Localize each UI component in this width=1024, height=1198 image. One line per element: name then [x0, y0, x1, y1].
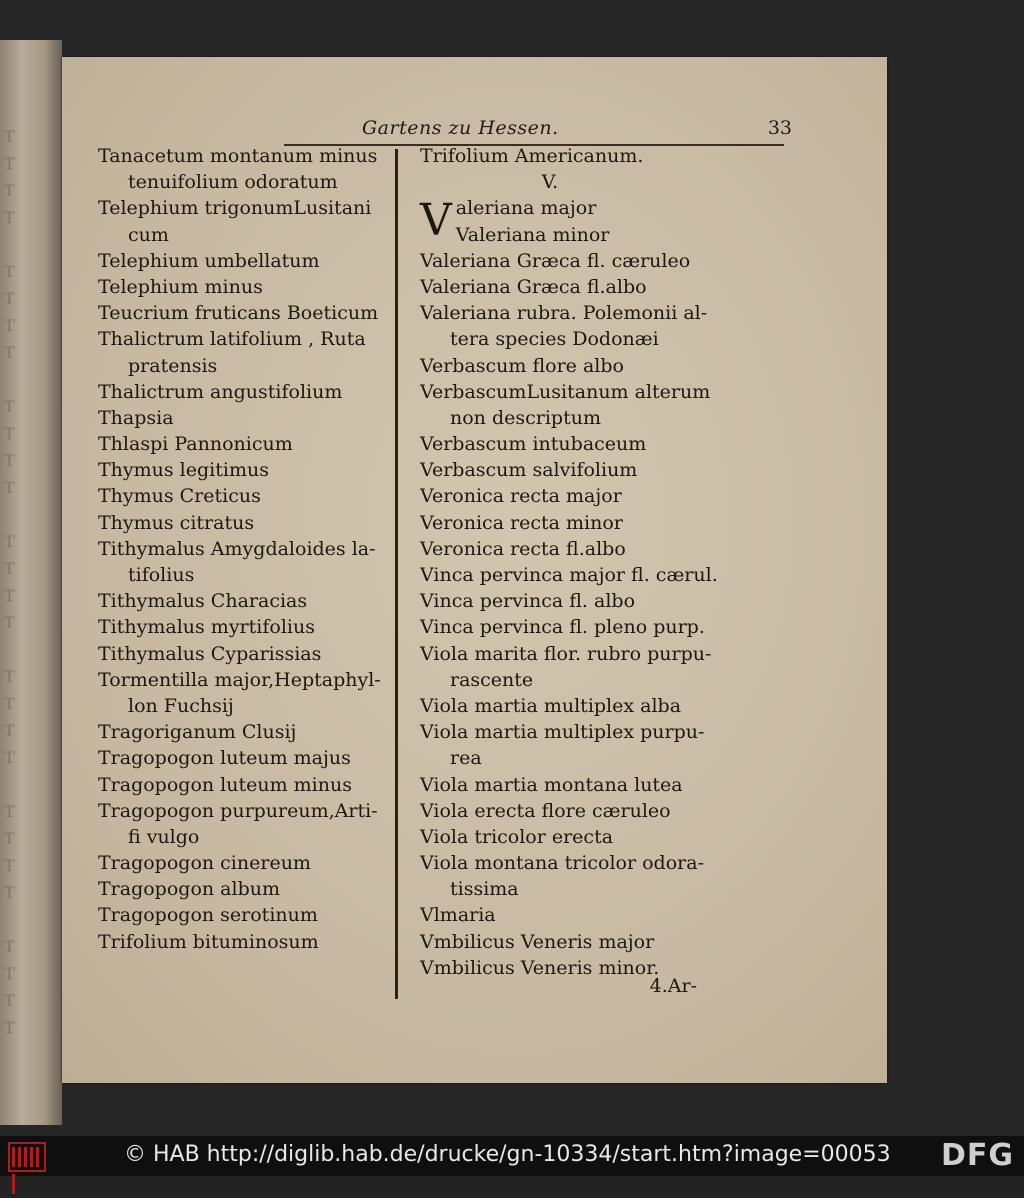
edge-glyph: T	[4, 451, 15, 470]
right-line: Vmbilicus Veneris major	[420, 930, 655, 953]
edge-glyph	[0, 235, 22, 262]
right-line: Vmbilicus Veneris minor.	[420, 956, 660, 979]
edge-glyph: T	[4, 532, 15, 551]
right-line: Viola montana tricolor odora-	[420, 852, 704, 875]
left-line: fi vulgo	[128, 825, 200, 848]
right-line: Vinca pervinca major fl. cærul.	[420, 564, 718, 586]
right-line: Veronica recta minor	[420, 511, 623, 534]
left-line: Tithymalus Amygdaloides la-	[98, 537, 376, 560]
page-number: 33	[767, 117, 792, 139]
left-line: Tithymalus Cyparissias	[98, 642, 322, 665]
edge-glyph: T	[4, 478, 15, 497]
left-line: Tragopogon serotinum	[98, 904, 318, 927]
dropcap-block	[420, 195, 720, 247]
edge-glyph: T	[4, 181, 15, 200]
edge-glyph	[0, 640, 22, 667]
edge-glyph: T	[4, 316, 15, 335]
library-logo-icon	[8, 1142, 46, 1172]
right-line: non descriptum	[450, 406, 601, 429]
left-column	[98, 143, 438, 955]
left-line: Telephium trigonumLusitani	[98, 197, 372, 220]
edge-glyph	[0, 1045, 22, 1072]
left-line: Teucrium fruticans Boeticum	[98, 302, 379, 325]
edge-glyph: T	[4, 856, 15, 875]
right-line: Viola martia montana lutea	[420, 773, 683, 796]
footer-credit[interactable]: © HAB http://diglib.hab.de/drucke/gn-10334/start.htm?image=00053	[124, 1142, 891, 1167]
left-line: pratensis	[128, 354, 218, 377]
right-line: Viola marita flor. rubro purpu-	[420, 642, 712, 665]
left-line: tifolius	[128, 564, 195, 586]
left-line: Tragopogon luteum minus	[98, 773, 352, 796]
edge-glyph: T	[4, 127, 15, 146]
edge-glyph: T	[4, 883, 15, 902]
left-line: tenuifolium odoratum	[128, 171, 338, 194]
right-line: Vlmaria	[420, 904, 496, 927]
edge-glyph: T	[4, 613, 15, 632]
left-line: Thapsia	[98, 406, 174, 429]
column-divider	[395, 149, 398, 999]
left-line: Tragopogon luteum majus	[98, 747, 351, 770]
section-letter: V.	[541, 171, 559, 194]
right-line: Viola martia multiplex purpu-	[420, 721, 705, 744]
left-line: Thymus legitimus	[98, 459, 269, 482]
left-line: Thymus Creticus	[98, 485, 261, 508]
edge-glyph: T	[4, 991, 15, 1010]
catchword: 4.Ar-	[649, 975, 697, 997]
left-line: cum	[128, 223, 169, 246]
edge-glyph: T	[4, 559, 15, 578]
right-line: rea	[450, 747, 482, 770]
left-line: Tormentilla major,Heptaphyl-	[98, 668, 381, 691]
edge-glyph: T	[4, 208, 15, 227]
edge-glyph	[0, 775, 22, 802]
left-line: Tragopogon album	[98, 878, 280, 901]
right-line: tissima	[450, 878, 519, 901]
edge-glyph: T	[4, 343, 15, 362]
left-line: Thlaspi Pannonicum	[98, 433, 293, 456]
edge-glyph: T	[4, 397, 15, 416]
right-line: Viola martia multiplex alba	[420, 694, 682, 717]
right-line: Vinca pervinca fl. albo	[420, 590, 636, 613]
edge-glyph: T	[4, 424, 15, 443]
edge-glyph: T	[4, 154, 15, 173]
edge-glyph: T	[4, 964, 15, 983]
dropcap: V	[420, 195, 452, 247]
right-first-line: Trifolium Americanum.	[420, 145, 644, 167]
right-line: rascente	[450, 668, 534, 691]
right-line: Verbascum salvifolium	[420, 459, 638, 482]
edge-glyph: T	[4, 721, 15, 740]
edge-glyph	[0, 505, 22, 532]
right-line: Valeriana rubra. Polemonii al-	[420, 302, 708, 325]
right-line: Valeriana Græca fl. cæruleo	[420, 249, 691, 272]
left-line: Telephium minus	[98, 275, 263, 298]
edge-glyph: T	[4, 937, 15, 956]
edge-glyph: T	[4, 694, 15, 713]
right-line: Viola erecta flore cæruleo	[420, 799, 671, 822]
dropcap-line: aleriana major	[455, 197, 597, 220]
edge-glyph: T	[4, 667, 15, 686]
left-line: Thalictrum angustifolium	[98, 380, 343, 403]
edge-glyph: T	[4, 289, 15, 308]
left-line: lon Fuchsij	[128, 694, 234, 717]
dfg-logo: DFG	[940, 1138, 1014, 1173]
running-title: Gartens zu Hessen.	[362, 117, 559, 139]
right-line: Verbascum flore albo	[420, 354, 624, 377]
left-line: Tragoriganum Clusij	[98, 721, 297, 744]
edge-glyph: T	[4, 1018, 15, 1037]
right-line: Vinca pervinca fl. pleno purp.	[420, 616, 705, 639]
left-line: Thymus citratus	[98, 511, 255, 534]
left-line: Tithymalus myrtifolius	[98, 616, 315, 639]
right-line: Veronica recta major	[420, 485, 622, 508]
right-line: Verbascum intubaceum	[420, 433, 647, 456]
footer-bar	[0, 1136, 1024, 1176]
left-line: Thalictrum latifolium , Ruta	[98, 328, 366, 351]
left-line: Telephium umbellatum	[98, 249, 320, 272]
edge-glyph: T	[4, 802, 15, 821]
book-page	[62, 57, 887, 1083]
edge-glyph: T	[4, 829, 15, 848]
right-column	[420, 143, 720, 981]
edge-glyph: T	[4, 262, 15, 281]
left-line: Tragopogon cinereum	[98, 852, 311, 875]
right-line: Viola tricolor erecta	[420, 825, 614, 848]
left-line: Tithymalus Characias	[98, 590, 308, 613]
left-line: Trifolium bituminosum	[98, 930, 319, 953]
right-line: Valeriana Græca fl.albo	[420, 275, 647, 298]
left-line: Tragopogon purpureum,Arti-	[98, 799, 378, 822]
right-line: VerbascumLusitanum alterum	[420, 380, 711, 403]
right-entries	[420, 248, 720, 981]
right-line: Veronica recta fl.albo	[420, 537, 626, 560]
left-line: Tanacetum montanum minus	[98, 145, 378, 167]
edge-glyph: T	[4, 586, 15, 605]
edge-letters	[0, 100, 22, 1160]
second-line: Valeriana minor	[455, 223, 610, 246]
edge-glyph	[0, 370, 22, 397]
book-edge	[0, 40, 62, 1125]
edge-glyph	[0, 100, 22, 127]
right-line: tera species Dodonæi	[450, 328, 659, 351]
edge-glyph	[0, 910, 22, 937]
edge-glyph: T	[4, 748, 15, 767]
